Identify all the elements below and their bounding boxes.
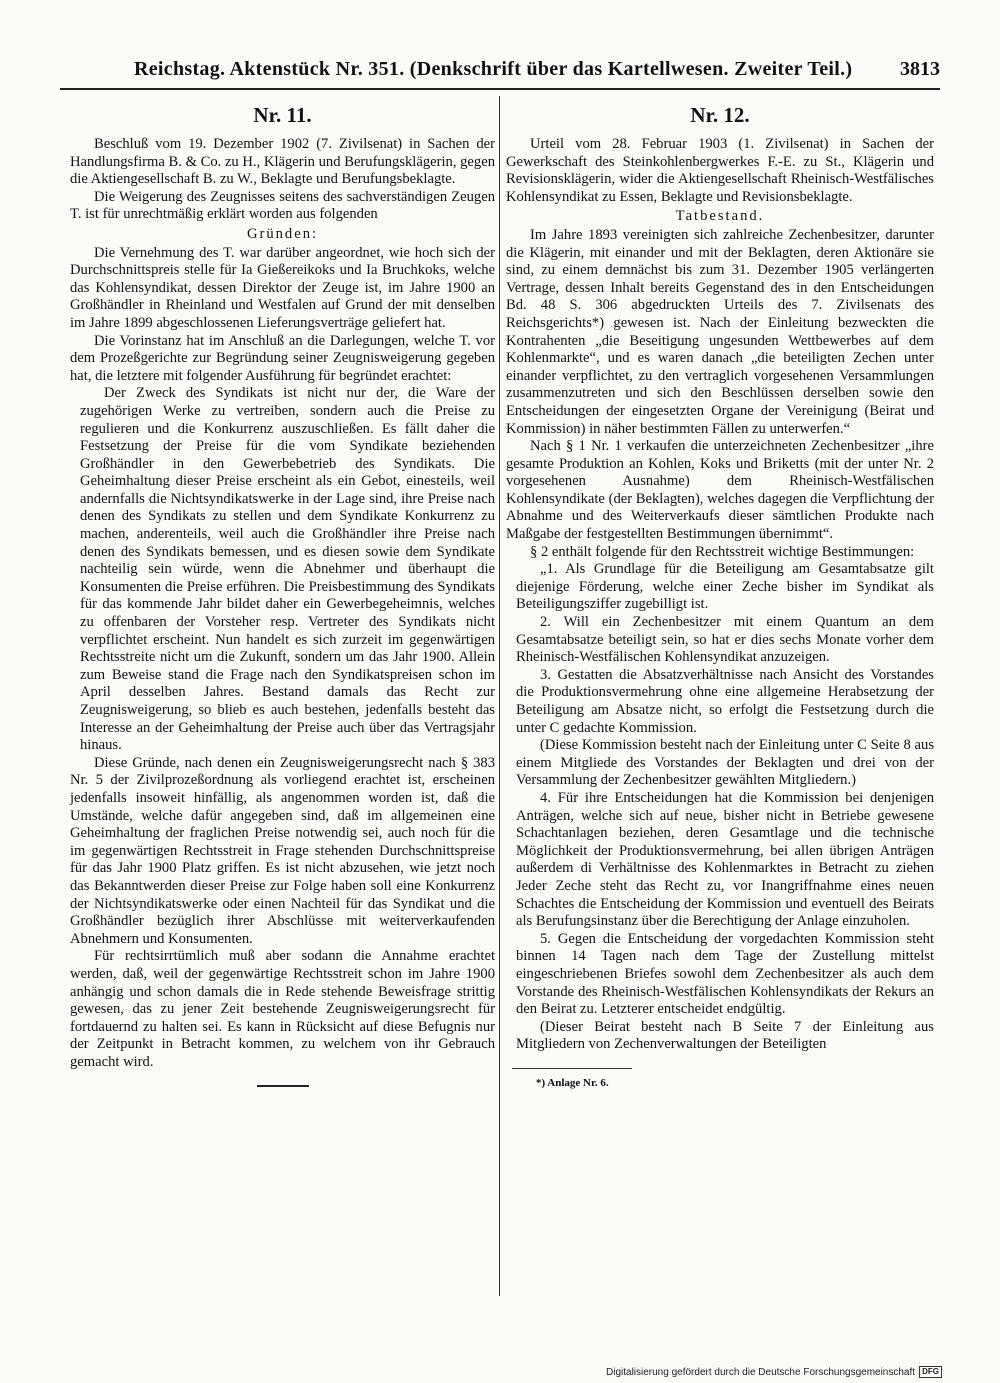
quoted-paragraph: Der Zweck des Syndikats ist nicht nur der, die Ware der zugehörigen Werke zu vertreiben, sondern auch die Preise zu regulieren und die Konkurrenz auszuschließen. Es fällt daher die Festsetzung der Preise für die vom Syndikate beziehenden Großhändler in den Gewerbebetrieb des Syndikats. Die Geheimhaltung dieser Preise erscheint als ein Gebot, einesteils, weil andernfalls die Nichtsyndikatswerke in der Lage sind, ihre Preise nach denen des Syndikats zu stellen und dem Syndikate Konkurrenz zu machen, anderenteils, weil auch die Großhändler ihre Preise nach denen des Syndikats bemessen, und es diesen sowie dem Syndikate nachteilig sein würde, wenn die Abnehmer und überhaupt die Konsumenten die Preise erführen. Die Preisbestimmung des Syndikats für das kommende Jahr bildet daher ein Gewerbegeheimnis, welches zu offenbaren der Vorsteher resp. Vertreter des Syndikats nicht verpflichtet erscheint. Nun handelt es sich zurzeit im gegenwärtigen Rechtsstreite nicht um die Zukunft, sondern um das Jahr 1900. Allein zum Beweise stand die Frage nach den Syndikatspreisen schon im April desselben Jahres. Bestand damals das Recht zur Zeugnisweigerung, so blieb es auch bestehen, jedenfalls besteht das Interesse an der Geheimhaltung der Preise auch über das Vertragsjahr hinaus. [80,385,495,754]
paragraph: Für rechtsirrtümlich muß aber sodann die Annahme erachtet werden, daß, weil der gegenwärtige Rechtsstreit schon im Jahre 1900 anhängig und schon damals die in Rede stehende Beweisfrage strittig gewesen, das zu jener Zeit bestehende Zeugnisweigerungsrecht für fortdauernd zu halten sei. Es kann in Rücksicht auf diese Befugnis nur der Zeitpunkt in Betracht kommen, zu welchem von ihr Gebrauch gemacht wird. [70,948,495,1070]
paragraph: Diese Gründe, nach denen ein Zeugnisweigerungsrecht nach § 383 Nr. 5 der Zivilprozeßordnung als vorliegend erachtet ist, erscheinen jedenfalls insoweit hinfällig, als angenommen worden ist, daß die Umstände, welche dafür angegeben sind, daß im allgemeinen eine Geheimhaltung der fraglichen Preise notwendig sei, auch noch für die im gegenwärtigen Rechtsstreit in Frage stehenden Durchschnittspreise für das Jahr 1900 Platz griffen. Es ist nicht abzusehen, wie jetzt noch das Bekanntwerden dieser Preise zur Folge haben soll eine Konkurrenz der Nichtsyndikatswerke oder einen Nachteil für das Syndikat und die Großhändler bezüglich ihrer Abschlüsse mit weiterverkaufenden Abnehmern und Konsumenten. [70,754,495,947]
credit-text: Digitalisierung gefördert durch die Deutsche Forschungsgemeinschaft [606,1366,916,1378]
decision-intro: Beschluß vom 19. Dezember 1902 (7. Zivilsenat) in Sachen der Handlungsfirma B. & Co. zu H., Klägerin und Berufungsklägerin, gegen die Aktiengesellschaft B. zu W., Beklagte und Berufungsbeklagte. [70,136,495,188]
paragraph: Die Vorinstanz hat im Anschluß an die Darlegungen, welche T. vor dem Prozeßgerichte zur Begründung seiner Zeugnisweigerung gegeben hat, die letztere mit folgender Ausführung für begründet erachtet: [70,332,495,384]
judgment-intro: Urteil vom 28. Februar 1903 (1. Zivilsenat) in Sachen der Gewerkschaft des Steinkohlenbergwerkes F.-E. zu St., Klägerin und Revisionsklägerin, wider die Aktiengesellschaft Rheinisch-Westfälisches Kohlensyndikat zu Essen, Beklagte und Revisionsbeklagte. [506,136,934,205]
provision-1: „1. Als Grundlage für die Beteiligung am Gesamtabsatze gilt diejenige Förderung, welche einer Zeche bisher im Syndikat als Beteiligungsziffer zugebilligt ist. [516,561,934,613]
running-title: Reichstag. Aktenstück Nr. 351. (Denkschrift über das Kartellwesen. Zweiter Teil.) [134,58,853,80]
section-heading-nr-12: Nr. 12. [690,103,750,127]
paragraph: Nach § 1 Nr. 1 verkaufen die unterzeichneten Zechenbesitzer „ihre gesamte Produktion an Kohlen, Koks und Briketts (mit der unter Nr. 2 vorgesehenen Ausnahme) dem Rheinisch-Westfälischen Kohlensyndikate (der Beklagten), welches dagegen die Verpflichtung der Abnahme und des Weiterverkaufs dieser sämtlichen Produkte nach Maßgabe der festgestellten Bestimmungen übernimmt“. [506,438,934,543]
provision-3-note: (Diese Kommission besteht nach der Einleitung unter C Seite 8 aus einem Mitgliede des Vorstandes der Beklagten und drei von der Versammlung der Zechenbesitzer gewählten Mitgliedern.) [516,737,934,789]
paragraph: Die Vernehmung des T. war darüber angeordnet, wie hoch sich der Durchschnittspreis stelle für Ia Gießereikoks und Ia Bruchkoks, welche das Kohlensyndikat, dessen Direktor der Zeuge ist, im Jahre 1900 an Großhändler in Rheinland und Westfalen auf Grund der mit denselben im Jahre 1899 abgeschlossenen Lieferungsverträge geliefert hat. [70,244,495,331]
digitization-credit [606,1366,942,1378]
provision-5: 5. Gegen die Entscheidung der vorgedachten Kommission steht binnen 14 Tagen nach dem Tage der Zustellung mittelst eingeschriebenen Briefes sowohl dem Zechenbesitzer als auch dem Vorstande des Rheinisch-Westfälischen Kohlensyndikats der Rekurs an den Beirat zu. Letzterer entscheidet endgültig. [516,930,934,1018]
provision-3: 3. Gestatten die Absatzverhältnisse nach Ansicht des Vorstandes die Produktionsvermehrung ohne eine allgemeine Herabsetzung der Beteiligung am Absatze nicht, so erfolgt die Festsetzung durch die unter C gedachte Kommission. [516,666,934,736]
left-column [70,96,495,1087]
subheading-tatbestand: Tatbestand. [675,208,765,225]
footnote: *) Anlage Nr. 6. [536,1076,609,1089]
footnote-rule [512,1068,632,1069]
provision-5-note: (Dieser Beirat besteht nach B Seite 7 der Einleitung aus Mitgliedern von Zechenverwaltungen der Beteiligten [516,1018,934,1053]
section-heading-nr-11: Nr. 11. [253,103,312,127]
paragraph: Im Jahre 1893 vereinigten sich zahlreiche Zechenbesitzer, darunter die Klägerin, mit einander und mit der Beklagten, deren Aktionäre sie sind, zu einem demnächst bis zum 31. Dezember 1905 verlängerten Vertrage, dessen Inhalt bereits Gegenstand des in den Entscheidungen Bd. 48 S. 306 abgedruckten Urteils des 7. Zivilsenats des Reichsgerichts*) gewesen ist. Nach der Einleitung bezweckten die Kontrahenten „die Beseitigung ungesunden Wettbewerbes auf dem Kohlenmarkte“, und es waren danach „die beteiligten Zechen unter einander verpflichtet, zu den vertraglich vorgesehenen Versammlungen zusammenzutreten und sich den Beschlüssen derselben sowie den Entscheidungen der eingesetzten Organe der Vereinigung (Beirat und Kommission) in näher bestimmten Fällen zu unterwerfen.“ [506,226,934,437]
section-separator [257,1085,309,1087]
page-header [60,58,940,90]
paragraph: Die Weigerung des Zeugnisses seitens des sachverständigen Zeugen T. ist für unrechtmäßig erklärt worden aus folgenden [70,188,495,223]
provision-4: 4. Für ihre Entscheidungen hat die Kommission bei denjenigen Anträgen, welche sich auf neue, bisher nicht in Betriebe gewesene Schachtanlagen beziehen, deren Gesamtlage und die technische Möglichkeit der Produktionsvermehrung, bei allen übrigen Anträgen außerdem di Verhältnisse des Kohlenmarktes in Betracht zu ziehen Jeder Zeche steht das Recht zu, vor Inangriffnahme eines neuen Schachtes die Entscheidung der Kommission und eventuell des Beirats als Berufungsinstanz über die Berechtigung der Anlage einzuholen. [516,789,934,930]
column-divider [499,96,500,1296]
page-number: 3813 [900,58,940,80]
provision-2: 2. Will ein Zechenbesitzer mit einem Quantum an dem Gesamtabsatze beteiligt sein, so hat er dies sechs Monate vorher dem Rheinisch-Westfälischen Kohlensyndikat anzuzeigen. [516,614,934,666]
dfg-logo: DFG [919,1366,942,1378]
subheading-gruenden: Gründen: [246,225,319,242]
right-column [506,96,934,1092]
paragraph: § 2 enthält folgende für den Rechtsstreit wichtige Bestimmungen: [530,543,915,560]
